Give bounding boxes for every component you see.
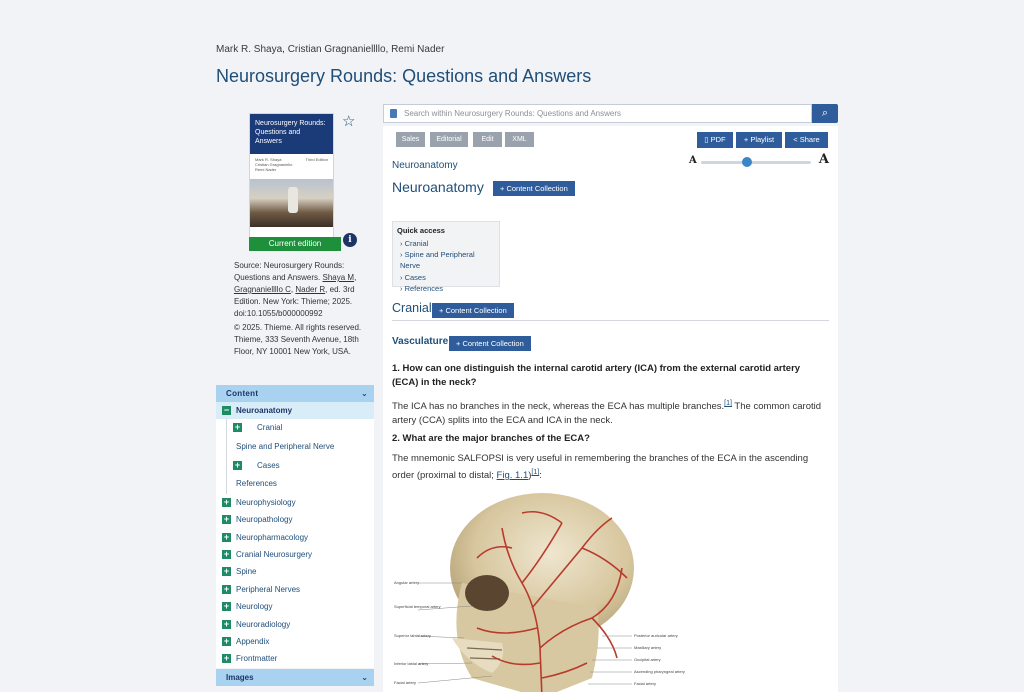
quick-access-title: Quick access [397,226,445,235]
figure-label: Posterior auricular artery [634,633,678,638]
chevron-right-icon: › [400,250,405,260]
cover-author: Cristian Gragnaniello [255,162,293,167]
tab-sales[interactable]: Sales [396,132,425,147]
toc-item[interactable] [216,581,374,598]
toc-item-label: Cranial Neurosurgery [236,549,313,559]
table-of-contents [216,385,374,668]
quick-access-link[interactable] [397,272,495,283]
question-1: 1. How can one distinguish the internal carotid artery (ICA) from the external carotid artery (ECA) in the neck? [392,363,801,388]
toc-item[interactable] [216,650,374,667]
cover-photo [250,179,333,227]
button-label: Content Collection [462,339,524,348]
search-button[interactable] [812,104,838,123]
section-heading: Cranial [392,301,432,315]
toc-header-label: Content [226,389,259,398]
search-placeholder: Search within Neurosurgery Rounds: Questions and Answers [404,109,621,118]
quick-access-box [392,221,500,293]
reference-link[interactable]: [1] [724,400,732,407]
share-button[interactable] [785,132,828,148]
images-header-label: Images [226,673,254,682]
breadcrumb[interactable]: Neuroanatomy [392,160,458,171]
chevron-right-icon: › [400,239,405,248]
toc-item-neuroanatomy[interactable] [216,402,374,419]
toc-item[interactable] [216,598,374,615]
slider-handle[interactable] [742,157,752,167]
cover-author: Remi Nader [255,167,277,172]
tab-editorial[interactable]: Editorial [430,132,468,147]
toc-item[interactable] [216,616,374,633]
page-title: Neuroanatomy [392,179,484,195]
answer-text: ) [528,470,532,482]
answer-text: The common carotid artery (CCA) splits into the ECA and ICA in the neck. [392,401,822,427]
figure-link[interactable]: Fig. 1.1 [496,470,529,482]
expand-icon[interactable]: + [223,531,230,542]
add-content-collection-button[interactable] [493,181,575,196]
toc-header[interactable] [216,385,374,402]
figure-label: Inferior labial artery [394,661,429,666]
reference-link[interactable]: [1] [531,469,540,476]
toc-sub-label: Spine and Peripheral Nerve [236,441,335,451]
toc-item-label: Frontmatter [236,654,278,664]
info-icon[interactable]: i [343,233,357,247]
tab-xml[interactable]: XML [505,132,534,147]
expand-icon[interactable]: + [234,459,241,470]
chevron-down-icon: ⌄ [361,673,368,682]
toc-item[interactable] [216,511,374,528]
share-label: Share [799,135,820,144]
expand-icon[interactable]: + [223,566,230,577]
font-small-icon: A [689,155,697,166]
tab-edit[interactable]: Edit [473,132,502,147]
expand-icon[interactable]: + [223,653,230,664]
expand-icon[interactable]: + [223,496,230,507]
copyright: © 2025. Thieme. All rights reserved. Thieme, 333 Seventh Avenue, 18th Floor, NY 10001 New York, USA. [234,323,362,356]
toc-item[interactable] [216,633,374,650]
citation-sep: , [290,285,296,294]
author-link[interactable]: Gragnaniellllo C [234,285,291,294]
expand-icon[interactable]: + [223,618,230,629]
toc-item[interactable] [216,546,374,563]
current-edition-badge: Current edition [249,237,341,251]
share-icon: < [793,135,800,144]
question-2: 2. What are the major branches of the ECA? [392,433,590,444]
skull-artery-figure[interactable] [392,488,692,692]
figure-label: Occipital artery [634,657,661,662]
pdf-button[interactable] [697,132,733,148]
toc-sub-spine[interactable] [226,438,374,457]
font-large-icon: A [818,152,829,167]
toc-item-label: Neuroradiology [236,619,291,629]
toc-item-label: Neurology [236,602,273,612]
toc-item-label: Neuroanatomy [236,406,293,415]
toc-item-label: Spine [236,567,257,577]
button-label: Content Collection [506,184,568,193]
link-label: References [404,283,443,293]
chevron-right-icon: › [400,283,405,293]
figure-label: Superior labial artery [394,633,431,638]
expand-icon[interactable]: + [223,548,230,559]
subsection-heading: Vasculature [392,336,449,347]
figure-label: Maxillary artery [634,645,662,650]
figure-label: Angular artery [394,580,420,585]
figure-label: Facial artery [634,681,657,686]
add-content-collection-button[interactable] [449,336,531,351]
citation-prefix: Source: Neurosurgery Rounds: Questions and Answers. [234,261,345,282]
cover-authors [250,154,333,179]
book-title: Neurosurgery Rounds: Questions and Answers [216,66,592,86]
slider-track[interactable] [701,161,811,164]
author-line: Mark R. Shaya, Cristian Gragnaniellllo, Remi Nader [216,44,445,55]
playlist-label: Playlist [750,135,775,144]
main-content [383,126,838,692]
font-size-slider[interactable] [689,154,829,168]
cover-author: Mark R. Shaya [255,157,282,162]
quick-access-link[interactable] [397,238,495,249]
toc-item-label: Neuropharmacology [236,532,309,542]
answer-1 [392,397,827,428]
section-divider [392,320,829,321]
search-input[interactable] [383,104,812,123]
toc-sub-references[interactable] [226,475,374,494]
expand-icon[interactable]: + [223,514,230,525]
cover-edition: Third Edition [305,157,328,162]
toc-sub-cases[interactable] [226,457,374,476]
quick-access-link[interactable] [397,249,495,271]
citation-sep: , [354,273,357,282]
cover-title [250,114,333,154]
link-label: Spine and Peripheral Nerve [400,250,475,271]
book-cover[interactable] [249,113,334,238]
link-label: Cases [404,272,426,282]
toc-item-label: Appendix [236,636,270,646]
pdf-icon: ▯ [704,135,711,144]
answer-text: The ICA has no branches in the neck, whereas the ECA has multiple branches. [392,401,725,413]
button-label: Content Collection [445,306,507,315]
toc-item[interactable] [216,529,374,546]
answer-2 [392,452,827,483]
toc-sub-label: Cases [257,460,280,470]
pdf-label: PDF [710,135,726,144]
author-link[interactable]: Shaya M [322,273,355,282]
expand-icon[interactable]: + [223,601,230,612]
expand-icon[interactable]: + [234,422,241,433]
plus-icon: + [743,135,751,144]
collapse-icon[interactable]: − [223,405,230,415]
figure-label: Ascending pharyngeal artery [634,669,685,674]
author-link[interactable]: Nader R [295,285,326,294]
toc-sub-label: Cranial [257,423,283,433]
playlist-button[interactable] [736,132,782,148]
toc-item[interactable] [216,494,374,511]
figure-label: Superficial temporal artery [394,604,441,609]
book-icon [390,109,397,118]
figure-label: Facial artery [394,680,417,685]
add-content-collection-button[interactable] [432,303,514,318]
plus-icon: + [500,184,507,193]
expand-icon[interactable]: + [223,583,230,594]
answer-text: : [539,470,542,482]
cover-title-line: Questions and Answers [255,129,301,145]
link-label: Cranial [404,239,429,248]
favorite-star-icon[interactable]: ☆ [342,113,356,130]
citation-suffix: , ed. 3rd Edition. New York: Thieme; 2025. doi:10.1055/b000000992 [234,285,355,318]
plus-icon: + [456,339,463,348]
toc-sub-label: References [236,479,277,489]
plus-icon: + [439,306,446,315]
chevron-right-icon: › [400,272,405,282]
toc-item[interactable] [216,563,374,580]
cover-title-line: Neurosurgery Rounds: [255,120,326,127]
answer-text: The mnemonic SALFOPSI is very useful in remembering the branches of the ECA in the ascending order (proximal to distal; [392,453,809,482]
images-header[interactable] [216,669,374,686]
expand-icon[interactable]: + [223,635,230,646]
chevron-down-icon: ⌄ [360,389,368,398]
toc-item-label: Peripheral Nerves [236,584,301,594]
quick-access-link[interactable] [397,283,495,294]
toc-item-label: Neurophysiology [236,497,296,507]
toc-sub-cranial[interactable] [226,419,374,438]
citation [234,260,364,320]
toc-item-label: Neuropathology [236,515,293,525]
search-icon: ⌕ [821,107,829,119]
